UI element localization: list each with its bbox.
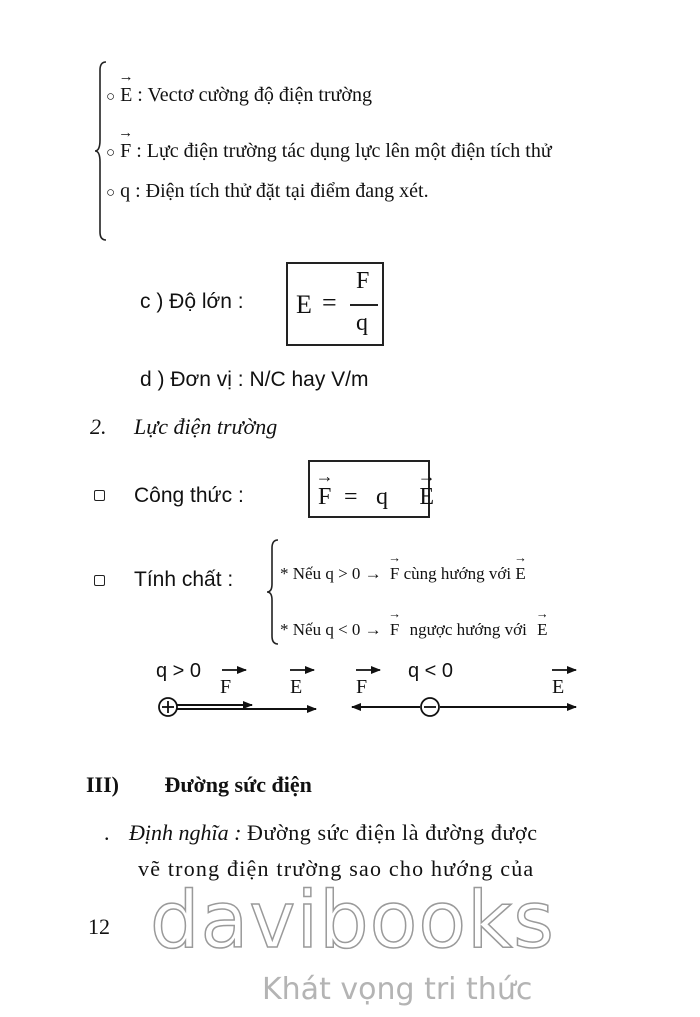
diagram-right-e: E xyxy=(552,676,565,698)
definition-term: Định nghĩa : xyxy=(129,820,242,845)
vector-f: → F xyxy=(390,564,399,584)
definition-q-text: : Điện tích thử đặt tại điểm đang xét. xyxy=(135,180,429,202)
section-3-title: Đường sức điện xyxy=(164,772,312,797)
opposite-direction-text: ngược hướng với xyxy=(409,620,527,639)
section-2-title: Lực điện trường xyxy=(134,414,278,439)
symbol-e: → E xyxy=(120,84,132,107)
unit-line: d ) Đơn vị : N/C hay V/m xyxy=(140,368,369,391)
star-bullet: * xyxy=(280,620,289,639)
diagram-right-f: F xyxy=(356,676,368,698)
same-direction-text: cùng hướng với xyxy=(403,564,512,583)
property-label: Tính chất : xyxy=(134,568,234,591)
circle-bullet-icon: ○ xyxy=(106,185,116,201)
magnitude-denominator: q xyxy=(356,310,368,336)
formula-e: → E xyxy=(419,484,434,511)
section-3-heading xyxy=(86,772,312,798)
watermark-tagline: Khát vọng tri thức xyxy=(262,972,533,1007)
definition-text-1: Đường sức điện là đường được xyxy=(246,820,538,845)
formula-q: q xyxy=(376,484,388,510)
definition-line-2: vẽ trong điện trường sao cho hướng của xyxy=(138,856,535,881)
section-2-number: 2. xyxy=(90,414,107,439)
magnitude-lhs: E xyxy=(296,290,312,319)
section-3-number: III) xyxy=(86,772,120,797)
diagram-right-condition: q < 0 xyxy=(408,660,454,682)
circle-bullet-icon: ○ xyxy=(106,145,116,161)
vector-e: → E xyxy=(515,564,525,584)
symbol-q: q xyxy=(120,180,131,202)
vector-e: → E xyxy=(537,620,547,640)
magnitude-label: c ) Độ lớn : xyxy=(140,290,244,313)
diagram-left-f: F xyxy=(220,676,232,698)
circle-bullet-icon: ○ xyxy=(106,89,116,105)
diagram-left-e: E xyxy=(290,676,303,698)
formula-label: Công thức : xyxy=(134,484,244,507)
page-number: 12 xyxy=(88,914,110,939)
definition-f-text: : Lực điện trường tác dụng lực lên một điện tích thử xyxy=(136,140,552,162)
star-bullet: * xyxy=(280,564,289,583)
condition-negative: Nếu q < 0 → xyxy=(292,620,382,639)
vector-f: → F xyxy=(390,620,399,640)
symbol-f: → F xyxy=(120,140,131,163)
formula-f: → F xyxy=(318,484,331,511)
formula-eq: = xyxy=(344,484,358,510)
definition-bullet: . xyxy=(104,820,110,845)
diagram-left-condition: q > 0 xyxy=(156,660,202,682)
watermark-brand: davibooks xyxy=(150,876,555,966)
definition-line-1 xyxy=(104,820,538,846)
magnitude-eq: = xyxy=(322,288,337,317)
magnitude-numerator: F xyxy=(356,268,370,294)
definition-e-text: : Vectơ cường độ điện trường xyxy=(137,84,372,106)
condition-positive: Nếu q > 0 → xyxy=(292,564,382,583)
